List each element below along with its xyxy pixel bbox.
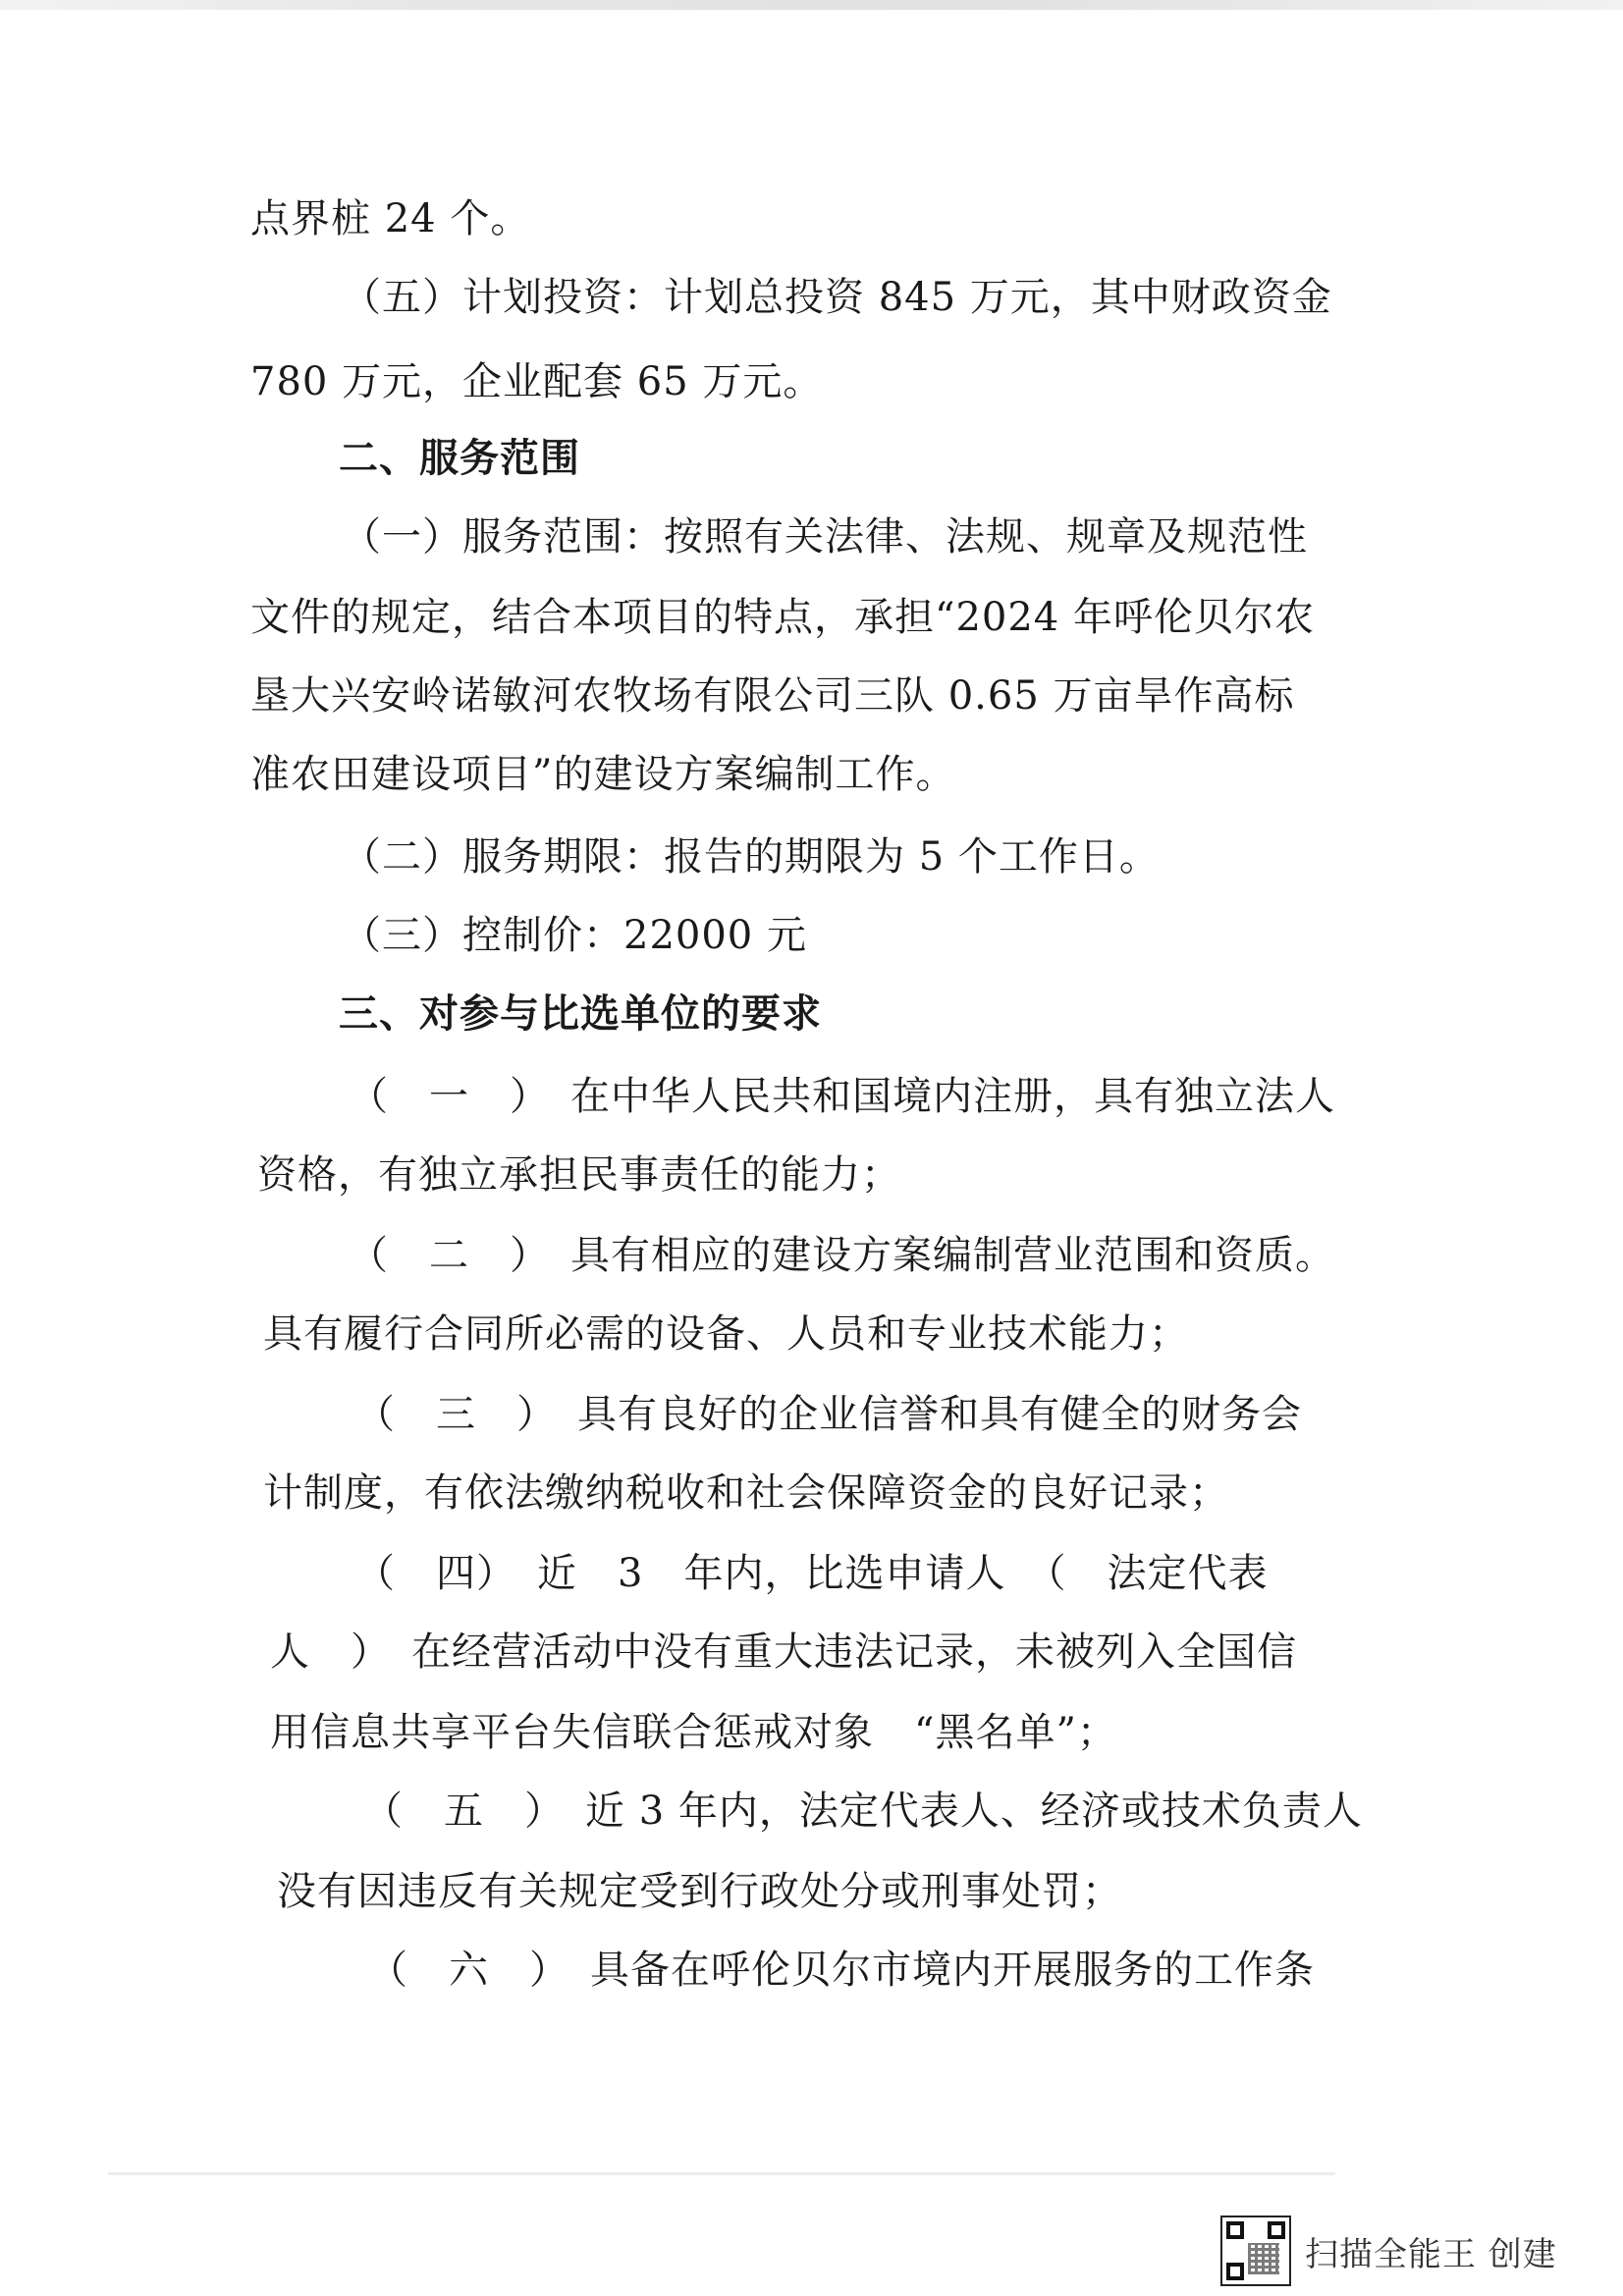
text-line: （五）计划投资：计划总投资 845 万元，其中财政资金 <box>342 275 1332 320</box>
text-line: （三）控制价：22000 元 <box>342 913 807 958</box>
text-line: 780 万元，企业配套 65 万元。 <box>250 359 824 404</box>
text-line: （二）服务期限：报告的期限为 5 个工作日。 <box>342 834 1160 880</box>
text-line: 具有履行合同所必需的设备、人员和专业技术能力； <box>263 1311 1189 1357</box>
qr-code-icon <box>1220 2216 1291 2286</box>
scan-edge-bottom <box>108 2172 1335 2175</box>
text-line: 没有因违反有关规定受到行政处分或刑事处罚； <box>277 1869 1122 1914</box>
section-heading-3: 三、对参与比选单位的要求 <box>339 991 822 1037</box>
text-line: （ 三 ） 具有良好的企业信誉和具有健全的财务会 <box>355 1392 1302 1437</box>
text-line: 人 ） 在经营活动中没有重大违法记录，未被列入全国信 <box>270 1629 1297 1675</box>
text-line: 点界桩 24 个。 <box>250 196 531 241</box>
text-line: 准农田建设项目”的建设方案编制工作。 <box>250 752 956 797</box>
text-line: （ 二 ） 具有相应的建设方案编制营业范围和资质。 <box>349 1233 1335 1278</box>
text-line: 用信息共享平台失信联合惩戒对象 “黑名单”； <box>270 1710 1117 1755</box>
text-line: （ 五 ） 近 3 年内，法定代表人、经济或技术负责人 <box>363 1789 1363 1834</box>
scan-edge-top <box>0 0 1623 10</box>
text-line: （ 四） 近 3 年内，比选申请人 （ 法定代表 <box>355 1551 1269 1596</box>
text-line: （ 六 ） 具备在呼伦贝尔市境内开展服务的工作条 <box>368 1948 1315 1993</box>
text-line: （一）服务范围：按照有关法律、法规、规章及规范性 <box>342 514 1308 560</box>
section-heading-2: 二、服务范围 <box>339 436 580 481</box>
text-line: 垦大兴安岭诺敏河农牧场有限公司三队 0.65 万亩旱作高标 <box>250 673 1295 719</box>
watermark-text: 扫描全能王 创建 <box>1305 2234 1557 2274</box>
text-line: （ 一 ） 在中华人民共和国境内注册，具有独立法人 <box>349 1074 1335 1119</box>
scanner-watermark <box>1220 2212 1557 2290</box>
text-line: 资格，有独立承担民事责任的能力； <box>257 1152 901 1198</box>
text-line: 计制度，有依法缴纳税收和社会保障资金的良好记录； <box>263 1470 1229 1516</box>
text-line: 文件的规定，结合本项目的特点，承担“2024 年呼伦贝尔农 <box>250 595 1315 640</box>
